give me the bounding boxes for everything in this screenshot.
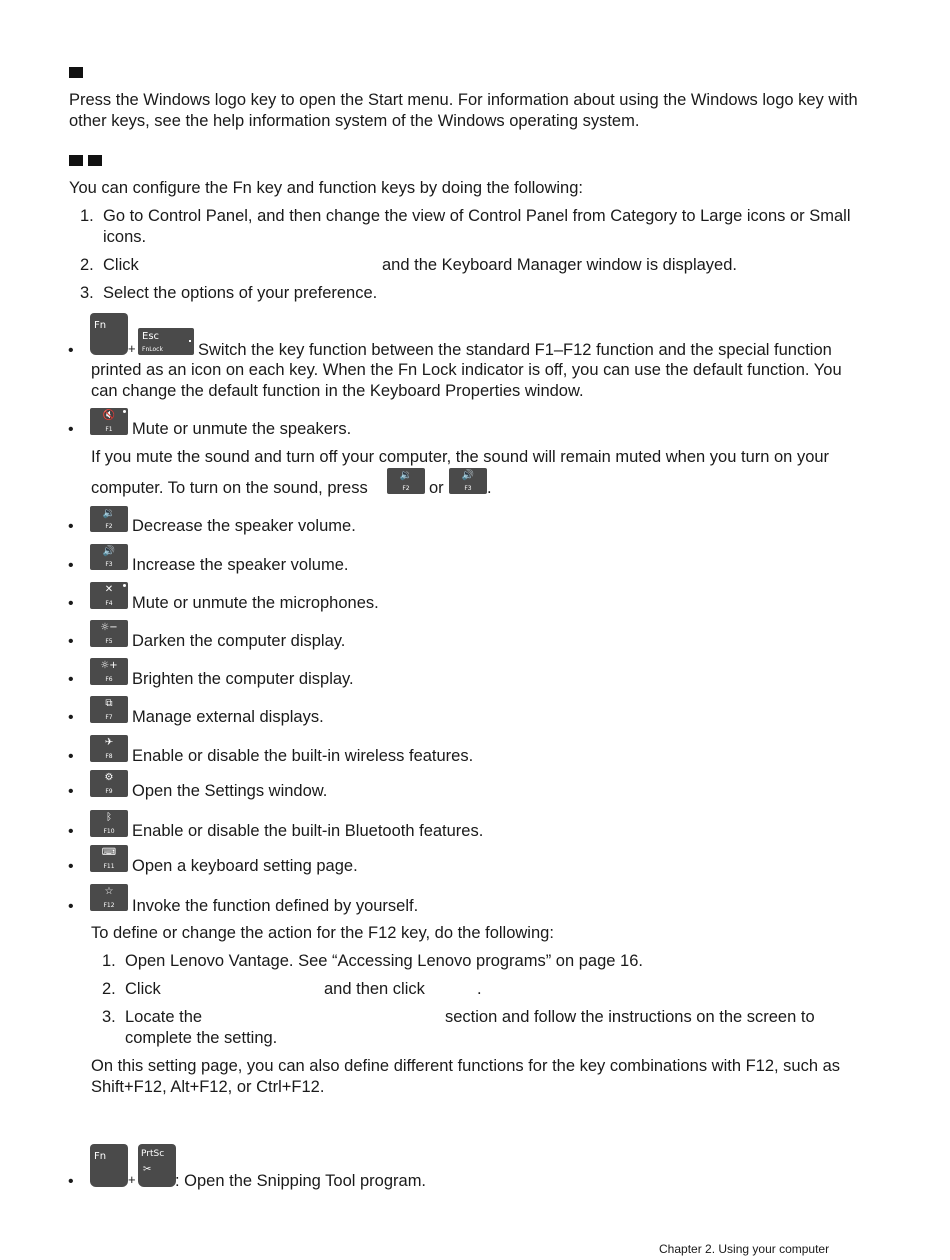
footer-chapter: Chapter 2.: [659, 1242, 716, 1256]
fn-key-icon: [90, 1144, 128, 1187]
bullet: •: [68, 342, 74, 359]
intro-line-1: Press the Windows logo key to open the Start menu. For information about using the Windows logo key with: [69, 91, 858, 109]
intro-line-2: other keys, see the help information system of the Windows operating system.: [69, 112, 640, 130]
key-glyph: 🔉: [102, 508, 116, 519]
bullet: •: [68, 748, 74, 765]
key-label: F2: [105, 523, 113, 530]
step-3-line-1: Select the options of your preference.: [103, 284, 378, 302]
display-icon: [90, 696, 128, 723]
fnlock-line-3: can change the default function in the Keyboard Properties window.: [91, 382, 584, 400]
f7-description: Manage external displays.: [132, 708, 324, 726]
key-glyph: ᛒ: [106, 812, 112, 823]
brightness-down-icon: [90, 620, 128, 647]
key-label: F7: [105, 714, 113, 721]
f12-description: Invoke the function defined by yourself.: [132, 897, 419, 915]
fn-section-intro: You can configure the Fn key and function keys by doing the following:: [69, 179, 583, 197]
key-label: F3: [464, 485, 472, 492]
bullet: •: [68, 518, 74, 535]
page-footer: [659, 1242, 829, 1257]
volume-up-icon: [90, 544, 128, 570]
wireless-icon: [90, 735, 128, 762]
bullet: •: [68, 633, 74, 650]
brightness-up-icon: [90, 658, 128, 685]
step-number: 1.: [102, 952, 116, 970]
key-label: F6: [105, 676, 113, 683]
fnlock-line-1: Switch the key function between the standard F1–F12 function and the special function: [198, 341, 832, 359]
esc-key-icon: [138, 328, 194, 355]
fn-key-label: Fn: [94, 320, 107, 331]
fn-heading-marker-2: [88, 155, 102, 166]
plus-sign: +: [128, 1172, 136, 1187]
f11-description: Open a keyboard setting page.: [132, 857, 358, 875]
f12-step-1: Open Lenovo Vantage. See “Accessing Lenovo programs” on page 16.: [125, 952, 643, 970]
f1-description: Mute or unmute the speakers.: [132, 420, 352, 438]
bullet: •: [68, 557, 74, 574]
key-label: F9: [105, 788, 113, 795]
fnlock-key-label: FnLock: [142, 346, 163, 353]
fnlock-line-2: printed as an icon on each key. When the Fn Lock indicator is off, you can use the default function. You: [91, 361, 842, 379]
f10-description: Enable or disable the built-in Bluetooth features.: [132, 822, 484, 840]
step-number: 1.: [80, 207, 94, 225]
bullet: •: [68, 783, 74, 800]
key-indicator: [123, 410, 126, 413]
mute-icon: [90, 408, 128, 435]
volume-up-icon: [449, 468, 487, 494]
prtsc-key-label: PrtSc: [141, 1149, 165, 1159]
plus-sign: +: [128, 341, 136, 356]
mic-mute-icon: [90, 582, 128, 609]
key-glyph: 🔇: [102, 410, 116, 421]
key-glyph: ✕: [104, 584, 114, 595]
f12-step-2-mid: and then click: [324, 980, 425, 998]
fnlock-indicator: [189, 340, 191, 342]
snip-description: : Open the Snipping Tool program.: [175, 1172, 427, 1190]
f3-description: Increase the speaker volume.: [132, 556, 349, 574]
bullet: •: [68, 898, 74, 915]
key-glyph: ☆: [104, 886, 114, 897]
f12-step-3-pre: Locate the: [125, 1008, 203, 1026]
fn-heading-marker-1: [69, 155, 83, 166]
f12-step-3-post: section and follow the instructions on the screen to: [445, 1008, 815, 1026]
esc-key-label: Esc: [142, 331, 160, 342]
step-1-line-1: Go to Control Panel, and then change the view of Control Panel from Category to Large icons or Small: [103, 207, 851, 225]
f12-intro: To define or change the action for the F12 key, do the following:: [91, 924, 554, 942]
key-glyph: ✈: [104, 737, 114, 748]
key-glyph: ⌨: [101, 847, 117, 858]
bluetooth-icon: [90, 810, 128, 837]
fn-key-label: Fn: [94, 1151, 107, 1162]
footer-title: Using your computer: [718, 1242, 830, 1256]
key-glyph: ⧉: [105, 698, 113, 709]
bullet: •: [68, 709, 74, 726]
key-label: F3: [105, 561, 113, 568]
windows-key-heading-marker: [69, 67, 83, 78]
bullet: •: [68, 671, 74, 688]
step-2-pre: Click: [103, 256, 139, 274]
key-label: F11: [103, 863, 115, 870]
mute-note-line-2: computer. To turn on the sound, press: [91, 479, 368, 497]
key-label: F12: [103, 902, 115, 909]
step-number: 2.: [102, 980, 116, 998]
key-glyph: 🔊: [461, 470, 475, 481]
key-label: F1: [105, 426, 113, 433]
gear-icon: [90, 770, 128, 797]
mute-note-or: or: [429, 479, 444, 497]
step-number: 2.: [80, 256, 94, 274]
f9-description: Open the Settings window.: [132, 782, 328, 800]
key-label: F5: [105, 638, 113, 645]
prtsc-key-icon: [138, 1144, 176, 1187]
star-icon: [90, 884, 128, 911]
bullet: •: [68, 1173, 74, 1190]
f12-note-line-1: On this setting page, you can also define different functions for the key combinations with F12, such as: [91, 1057, 841, 1075]
key-label: F4: [105, 600, 113, 607]
f2-description: Decrease the speaker volume.: [132, 517, 356, 535]
f12-step-3-line-2: complete the setting.: [125, 1029, 278, 1047]
key-glyph: ⚙: [104, 772, 114, 783]
fn-key-icon: [90, 313, 128, 355]
volume-down-icon: [387, 468, 425, 494]
f8-description: Enable or disable the built-in wireless features.: [132, 747, 474, 765]
f12-note-line-2: Shift+F12, Alt+F12, or Ctrl+F12.: [91, 1078, 325, 1096]
snipping-icon: ✂: [143, 1164, 152, 1175]
mute-note-line-1: If you mute the sound and turn off your computer, the sound will remain muted when you turn on your: [91, 448, 830, 466]
bullet: •: [68, 421, 74, 438]
step-number: 3.: [80, 284, 94, 302]
volume-down-icon: [90, 506, 128, 532]
bullet: •: [68, 595, 74, 612]
key-label: F10: [103, 828, 115, 835]
mute-note-period: .: [487, 479, 492, 497]
key-glyph: 🔉: [399, 470, 413, 481]
f12-step-2-post: .: [477, 980, 482, 998]
key-label: F2: [402, 485, 410, 492]
f6-description: Brighten the computer display.: [132, 670, 354, 688]
bullet: •: [68, 858, 74, 875]
step-2-post: and the Keyboard Manager window is displayed.: [382, 256, 737, 274]
key-glyph: ☼+: [100, 660, 118, 671]
step-1-line-2: icons.: [103, 228, 147, 246]
keyboard-icon: [90, 845, 128, 872]
f12-step-2-pre: Click: [125, 980, 161, 998]
step-number: 3.: [102, 1008, 116, 1026]
bullet: •: [68, 823, 74, 840]
f4-description: Mute or unmute the microphones.: [132, 594, 379, 612]
key-indicator: [123, 584, 126, 587]
key-label: F8: [105, 753, 113, 760]
key-glyph: 🔊: [102, 546, 116, 557]
key-glyph: ☼−: [100, 622, 118, 633]
f5-description: Darken the computer display.: [132, 632, 346, 650]
